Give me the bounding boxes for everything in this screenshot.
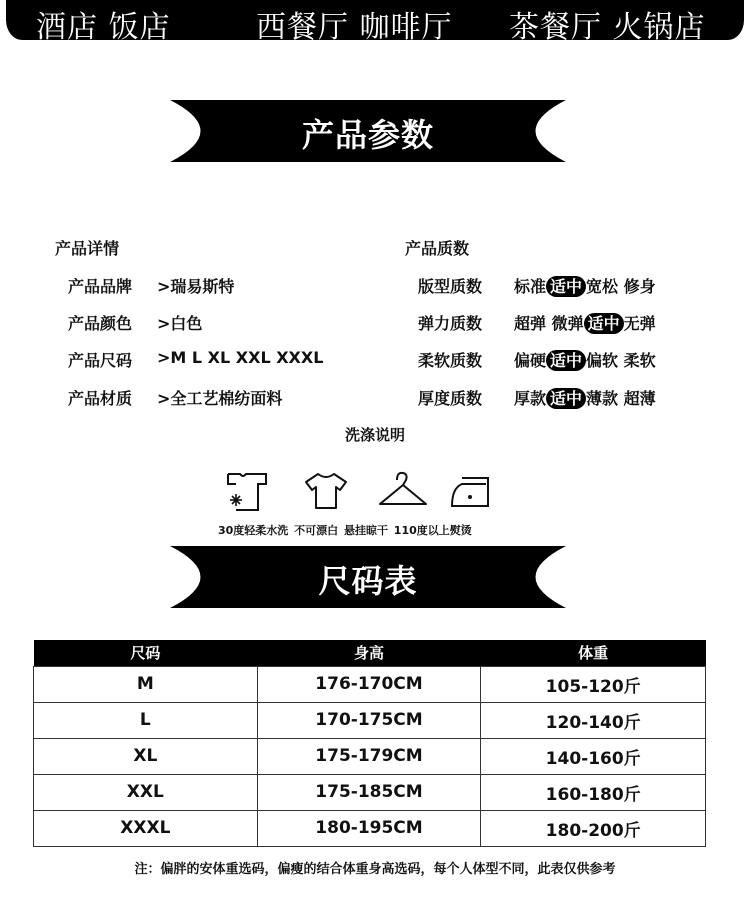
hang-dry-icon (376, 470, 430, 512)
params-heading: 产品参数 (301, 116, 434, 154)
cell-height: 180-195CM (257, 810, 481, 846)
header-weight: 体重 (481, 640, 706, 666)
cell-size: XL (34, 738, 258, 774)
params-ribbon (170, 100, 566, 162)
scale-before: 偏硬 (514, 351, 547, 370)
cell-height: 176-170CM (257, 666, 481, 702)
cell-weight: 105-120斤 (481, 666, 706, 702)
quality-label: 版型质数 (418, 277, 483, 296)
cell-weight: 180-200斤 (481, 810, 706, 846)
size-ribbon (170, 546, 566, 608)
banner-item: 西餐厅 咖啡厅 (256, 10, 453, 45)
quality-scale (514, 311, 656, 334)
quality-scale (514, 386, 656, 409)
cell-height: 175-179CM (257, 738, 481, 774)
wash-30-icon (222, 470, 272, 512)
table-row (34, 702, 706, 738)
detail-label: 产品颜色 (68, 314, 133, 333)
selected-pill: 适中 (584, 313, 624, 334)
care-title: 洗涤说明 (344, 426, 405, 444)
header-size: 尺码 (34, 640, 258, 666)
size-heading: 尺码表 (318, 562, 418, 600)
cell-size: M (34, 666, 258, 702)
size-note: 注：偏胖的安体重选码，偏瘦的结合体重身高选码，每个人体型不同，此表仅供参考 (134, 862, 616, 877)
quality-scale (514, 348, 656, 371)
table-row (34, 810, 706, 846)
quality-label: 厚度质数 (418, 389, 483, 408)
cell-size: XXL (34, 774, 258, 810)
table-row (34, 666, 706, 702)
cell-height: 175-185CM (257, 774, 481, 810)
selected-pill: 适中 (546, 388, 586, 409)
detail-label: 产品材质 (68, 389, 133, 408)
quality-label: 弹力质数 (418, 314, 483, 333)
table-header (34, 640, 706, 666)
care-text: 30度轻柔水洗 不可漂白 悬挂晾干 110度以上熨烫 (218, 524, 472, 537)
scale-after: 宽松 修身 (586, 277, 656, 296)
cell-weight: 160-180斤 (481, 774, 706, 810)
details-title: 产品详情 (55, 239, 120, 258)
scale-before: 超弹 微弹 (514, 314, 584, 333)
banner-item: 茶餐厅 火锅店 (509, 10, 706, 45)
cell-size: L (34, 702, 258, 738)
detail-value: >白色 (157, 314, 203, 333)
scale-after: 无弹 (623, 314, 656, 333)
detail-label: 产品尺码 (68, 351, 133, 370)
selected-pill: 适中 (546, 350, 586, 371)
detail-label: 产品品牌 (68, 277, 133, 296)
no-bleach-icon (302, 470, 350, 512)
selected-pill: 适中 (546, 276, 586, 297)
detail-value: >全工艺棉纺面料 (157, 389, 283, 408)
scale-after: 薄款 超薄 (586, 389, 656, 408)
table-row (34, 738, 706, 774)
table-row (34, 774, 706, 810)
cell-weight: 140-160斤 (481, 738, 706, 774)
quality-scale (514, 274, 656, 297)
quality-label: 柔软质数 (418, 351, 483, 370)
detail-value: >M L XL XXL XXXL (157, 348, 324, 367)
quality-title: 产品质数 (405, 239, 470, 258)
top-banner (6, 0, 744, 45)
banner-item: 酒店 饭店 (36, 10, 171, 45)
cell-height: 170-175CM (257, 702, 481, 738)
scale-before: 标准 (514, 277, 547, 296)
scale-before: 厚款 (514, 389, 547, 408)
size-table (33, 640, 706, 847)
header-height: 身高 (257, 640, 481, 666)
cell-weight: 120-140斤 (481, 702, 706, 738)
cell-size: XXXL (34, 810, 258, 846)
detail-value: >瑞易斯特 (157, 277, 235, 296)
scale-after: 偏软 柔软 (586, 351, 656, 370)
iron-110-icon (448, 470, 498, 512)
